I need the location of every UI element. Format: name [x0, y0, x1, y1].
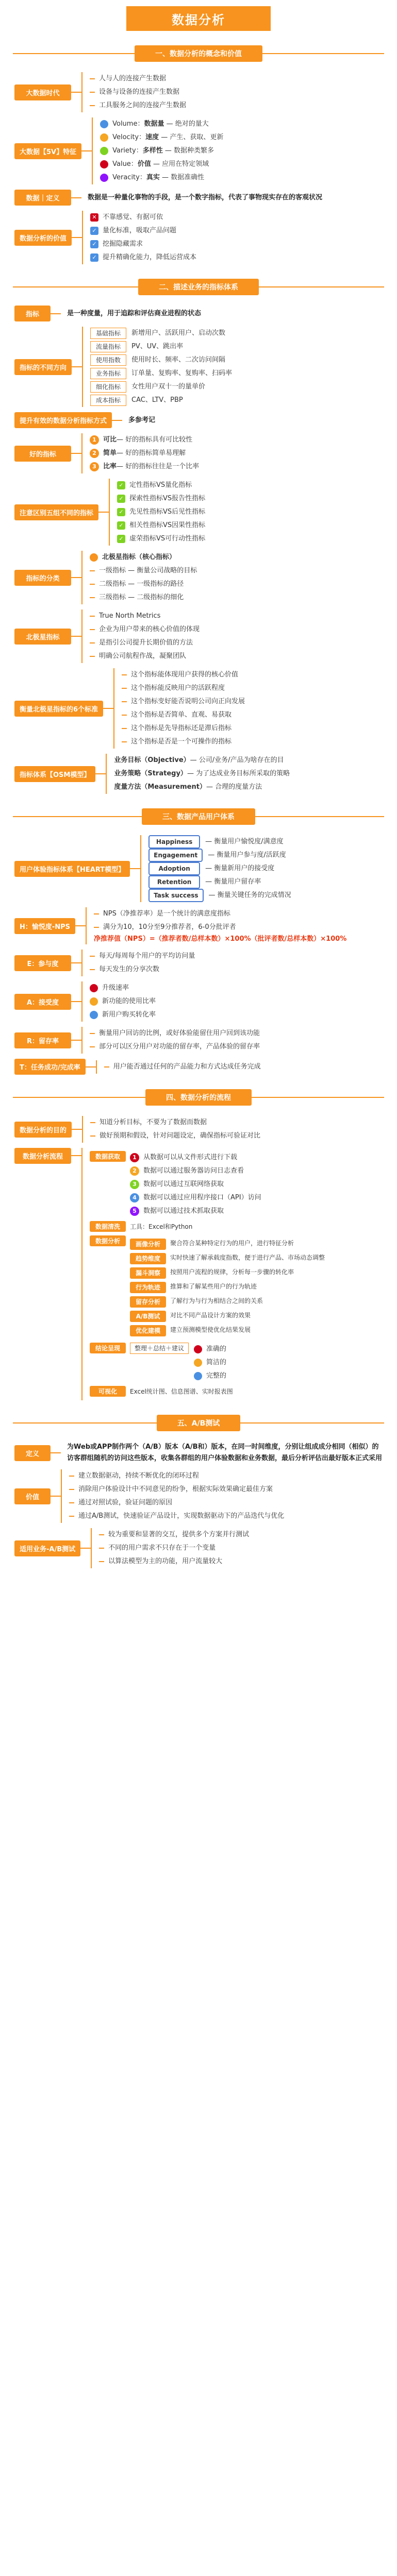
tag-purpose: 数据分析的目的: [14, 1122, 72, 1138]
tag-osm: 指标体系【OSM模型】: [14, 766, 95, 782]
circle-icon: [100, 120, 108, 128]
tag-indicator: 指标: [14, 306, 51, 321]
ab-value-row: [14, 1469, 383, 1523]
section-header-4: [13, 1088, 384, 1107]
section-label: 三、数据产品用户体系: [142, 808, 255, 825]
collect-block: [90, 1151, 383, 1218]
tag-five-v: 大数据【5V】特征: [14, 143, 81, 159]
tag-analyze: 数据分析: [90, 1235, 126, 1246]
list-item: 细化指标 女性用户双十一的量单价: [90, 380, 383, 394]
tag-good-indicator: 好的指标: [14, 446, 71, 462]
viz-block: 可视化 Excel统计图、信息图谱、实时报表图: [90, 1386, 383, 1397]
tag-north-star: 北极星指标: [14, 629, 71, 645]
list-item: Variety： 多样性 — 数据种类繁多: [100, 144, 383, 158]
list-item: True North Metrics: [90, 609, 383, 623]
list-item: Task success — 衡量关键任务的完成情况: [148, 889, 383, 902]
list-item: 不同的用户需求不只存在于一个变量: [99, 1541, 383, 1555]
list-item: 5 数据可以通过技术抓取获取: [130, 1205, 383, 1218]
list-item: 这个指标是否简单、直观、易获取: [122, 708, 383, 722]
list-item: 新功能的使用比率: [90, 995, 383, 1008]
task-row: [14, 1059, 383, 1075]
tag-good-method: 提升有效的数据分析指标方式: [14, 412, 112, 428]
tag-heart: 用户体验指标体系【HEART模型】: [14, 861, 130, 877]
list-item: 2 数据可以通过服务器访问日志查看: [130, 1164, 383, 1178]
six-standards-row: [14, 668, 383, 749]
list-item: 知道分析目标，不要为了数据而数据: [90, 1116, 383, 1129]
list-item: 用户能否通过任何的产品能力和方式达成任务完成: [104, 1060, 383, 1074]
circle-icon: [100, 174, 108, 182]
section-label: 四、数据分析的流程: [145, 1089, 252, 1106]
check-icon: ✓: [90, 227, 98, 235]
ab-definition-row: [14, 1442, 383, 1464]
list-item: 基础指标 新增用户、活跃用户、启动次数: [90, 327, 383, 340]
list-item: ✓ 虚荣指标VS可行动性指标: [117, 532, 383, 546]
ab-definition-text: 为Web或APP制作两个（A/B）版本（A/B和）版本，在同一时间维度，分别让组成成分相同（相似）的访客群组随机的访问这些版本，收集各群组的用户体验数据和业务数据，最后分析评估出最好版本正式采用: [67, 1443, 383, 1462]
list-item: Engagement — 衡量用户参与度/活跃度: [148, 849, 383, 862]
list-item: 1 可比 — 好的指标具有可比较性: [90, 433, 383, 447]
tag-nps: H：愉悦度-NPS: [14, 918, 75, 934]
tag-big-data-era: 大数据时代: [14, 84, 71, 100]
list-item: 准确的: [194, 1343, 383, 1356]
section-label: 二、描述业务的指标体系: [138, 279, 259, 295]
list-item: 做好预期和假设，针对问题设定，确保指标可验证对比: [90, 1129, 383, 1143]
section-header-3: [13, 807, 384, 826]
list-item: 以算法模型为主的功能，用户流量较大: [99, 1555, 383, 1568]
list-item: 这个指标变好能否说明公司向正向发展: [122, 695, 383, 708]
tag-engagement: E：参与度: [14, 955, 71, 971]
check-icon: ✓: [117, 535, 125, 543]
nps-formula: 净推荐值（NPS）=（推荐者数/总样本数）×100%（批评者数/总样本数）×100%: [94, 935, 347, 943]
list-item: ✕ 不靠感觉、有据可依: [90, 211, 383, 224]
check-icon: ✓: [117, 495, 125, 503]
circle-icon: [100, 133, 108, 142]
tag-ab-fit: 适用业务-A/B测试: [14, 1540, 80, 1556]
list-item: 1 从数据可以从文件形式进行下载: [130, 1151, 383, 1164]
osm-row: [14, 754, 383, 794]
list-item: 设备与设备的连接产生数据: [90, 86, 383, 99]
list-item: 满分为10，10分至9分推荐者，6-0分批评者: [94, 921, 383, 934]
circle-icon: [90, 997, 98, 1006]
list-item: ✓ 提升精确化能力，降低运营成本: [90, 251, 383, 264]
list-item: 业务指标 订单量、复购率、复购率、扫码率: [90, 367, 383, 380]
list-item: 3 比率 — 好的指标往往是一个比率: [90, 460, 383, 473]
star-icon: [90, 553, 98, 562]
clean-block: 数据清洗 工具：Excel和Python: [90, 1221, 383, 1232]
list-item: 升级速率: [90, 981, 383, 995]
good-method-text: 多参考记: [128, 416, 156, 424]
list-item: NPS（净推荐率）是一个统计的满意度指标: [94, 907, 383, 921]
list-item: ✓ 相关性指标VS因果性指标: [117, 519, 383, 532]
list-item: 新用户购买转化率: [90, 1008, 383, 1022]
indicator-row: [14, 306, 383, 321]
list-item: 北极星指标（核心指标）: [90, 551, 383, 564]
list-item: Adoption — 衡量新用户的接受度: [148, 862, 383, 875]
metrics-direction-row: [14, 327, 383, 407]
list-item: ✓ 定性指标VS量化指标: [117, 479, 383, 492]
list-item: 这个指标是否是一个可操作的指标: [122, 735, 383, 749]
tag-ab-definition: 定义: [14, 1445, 51, 1461]
circle-icon: [90, 984, 98, 992]
north-star-row: [14, 609, 383, 663]
list-item: 业务策略（Strategy） — 为了达成业务目标所采取的策略: [114, 770, 290, 777]
section-header-5: [13, 1414, 384, 1432]
retention-row: [14, 1027, 383, 1054]
tag-flow: 数据分析流程: [14, 1148, 71, 1164]
list-item: 这个指标能体现用户获得的核心价值: [122, 668, 383, 682]
list-item: 部分可以区分用户对功能的留存率，产品体验的留存率: [90, 1040, 383, 1054]
list-item: 2 简单 — 好的指标简单易理解: [90, 447, 383, 460]
tag-clean: 数据清洗: [90, 1221, 126, 1232]
section-label: 一、数据分析的概念和价值: [135, 45, 262, 62]
analyze-block: 数据分析 画像分析 聚合符合某种特定行为的用户，进行特征分析 趋势维度 实时快速了解承载度指数，便于进行产品、市场动态调整 漏斗洞察 按照用户流程的规律，分析每一步骤的转化率 行为轨迹 推算和了解某些用户的行为轨迹 留存分析 了解行为与行为相结合之间的关系 A/B测试 对比不同产品设计方案的效果 优化建模 建立预测模型使优化结果发展: [90, 1235, 383, 1340]
list-item: ✓ 挖掘隐藏需求: [90, 238, 383, 251]
five-groups-row: [14, 479, 383, 546]
list-item: 人与人的连接产生数据: [90, 72, 383, 86]
ab-fit-row: [14, 1528, 383, 1568]
tag-adoption: A：接受度: [14, 994, 71, 1010]
flow-row: [14, 1148, 383, 1400]
tag-viz: 可视化: [90, 1386, 126, 1397]
list-item: 流量指标 PV、UV、跳出率: [90, 340, 383, 353]
good-method-row: [14, 412, 383, 428]
adoption-row: [14, 981, 383, 1022]
big-data-era-row: [14, 72, 383, 112]
list-item: 企业为用户带来的核心价值的体现: [90, 623, 383, 636]
check-icon: ✓: [90, 240, 98, 248]
list-item: 是指引公司提升长期价值的方法: [90, 636, 383, 650]
list-item: 一级指标 — 衡量公司战略的目标: [90, 564, 383, 578]
tag-definition: 数据｜定义: [14, 190, 71, 206]
list-item: Value： 价值 — 应用在特定领域: [100, 158, 383, 171]
list-item: 每天/每周每个用户的平均访问量: [90, 950, 383, 963]
bracket-list: [81, 72, 383, 112]
list-item: Volume： 数据量 — 绝对的量大: [100, 117, 383, 131]
list-item: 建立数据驱动，持续不断优化的闭环过程: [69, 1469, 383, 1483]
list-item: 完整的: [194, 1369, 383, 1383]
heart-row: [14, 835, 383, 902]
tag-verify: 结论呈现: [90, 1343, 126, 1353]
check-icon: ✓: [117, 481, 125, 489]
list-item: 3 数据可以通过互联网络获取: [130, 1178, 383, 1191]
page-title: 数据分析: [126, 6, 271, 31]
definition-row: [14, 190, 383, 206]
list-item: ✓ 先见性指标VS后见性指标: [117, 505, 383, 519]
tag-classification: 指标的分类: [14, 570, 71, 586]
definition-text: 数据是一种量化事物的手段，是一个数字指标，代表了事物现实存在的客观状况: [88, 193, 323, 201]
list-item: Velocity： 速度 — 产生、获取、更新: [100, 131, 383, 144]
list-item: 这个指标是先导指标还是滞后指标: [122, 722, 383, 735]
value-row: [14, 211, 383, 264]
indicator-text: 是一种度量，用于追踪和评估商业进程的状态: [67, 309, 202, 317]
section-header-2: [13, 278, 384, 296]
five-v-row: [14, 117, 383, 184]
purpose-row: [14, 1116, 383, 1143]
verify-block: 结论呈现 整理＋总结＋建议 准确的 简洁的 完整的: [90, 1343, 383, 1383]
list-item: 通过A/B测试，快速验证产品设计，实现数据驱动下的产品迭代与优化: [69, 1510, 383, 1523]
check-icon: ✕: [90, 213, 98, 222]
engagement-row: [14, 950, 383, 976]
list-item: 这个指标能反映用户的活跃程度: [122, 682, 383, 695]
list-item: ✓ 探索性指标VS报告性指标: [117, 492, 383, 505]
list-item: 通过对照试验，验证问题的原因: [69, 1496, 383, 1510]
check-icon: ✓: [90, 253, 98, 262]
tag-metrics-direction: 指标的不同方向: [14, 359, 72, 375]
tag-six-standards: 衡量北极星指标的6个标准: [14, 701, 103, 717]
list-item: 4 数据可以通过应用程序接口（API）访问: [130, 1191, 383, 1205]
list-item: 三级指标 — 二级指标的细化: [90, 591, 383, 604]
list-item: 消除用户体验设计中不同意见的纷争，根据实际效果确定最佳方案: [69, 1483, 383, 1496]
list-item: Retention — 衡量用户留存率: [148, 875, 383, 889]
classification-row: [14, 551, 383, 604]
nps-row: [14, 907, 383, 944]
circle-icon: [100, 147, 108, 155]
tag-value: 数据分析的价值: [14, 230, 72, 246]
connector: [71, 92, 81, 93]
section-label: 五、A/B测试: [157, 1415, 241, 1431]
list-item: 每天发生的分享次数: [90, 963, 383, 976]
list-item: ✓ 量化标准，吸取产品问题: [90, 224, 383, 238]
list-item: Veracity： 真实 — 数据准确性: [100, 171, 383, 184]
tag-ab-value: 价值: [14, 1488, 51, 1504]
circle-icon: [100, 160, 108, 168]
list-item: 明确公司航程作战，凝聚团队: [90, 650, 383, 663]
tag-five-groups: 注意区别五组不同的指标: [14, 504, 98, 520]
list-item: 成本指标 CAC、LTV、PBP: [90, 394, 383, 407]
tag-collect: 数据获取: [90, 1151, 126, 1162]
check-icon: ✓: [117, 521, 125, 530]
circle-icon: [90, 1011, 98, 1019]
list-item: Happiness — 衡量用户愉悦度/满意度: [148, 835, 383, 849]
list-item: 度量方法（Measurement） — 合理的度量方法: [114, 783, 262, 791]
check-icon: ✓: [117, 508, 125, 516]
list-item: 工具服务之间的连接产生数据: [90, 99, 383, 112]
list-item: 衡量用户回访的比例，或好体验能留住用户回到该功能: [90, 1027, 383, 1040]
list-item: 简洁的: [194, 1356, 383, 1369]
list-item: 使用指数 使用时长、频率、二次访问间隔: [90, 353, 383, 367]
section-header-1: [13, 44, 384, 63]
tag-retention: R：留存率: [14, 1032, 71, 1048]
good-indicator-row: [14, 433, 383, 473]
list-item: 较为重要和显著的交互，提供多个方案并行测试: [99, 1528, 383, 1541]
tag-task: T：任务成功/完成率: [14, 1059, 86, 1075]
list-item: 业务目标（Objective） — 公司/业务/产品为啥存在的目: [114, 756, 284, 764]
list-item: 二级指标 — 一级指标的路径: [90, 578, 383, 591]
